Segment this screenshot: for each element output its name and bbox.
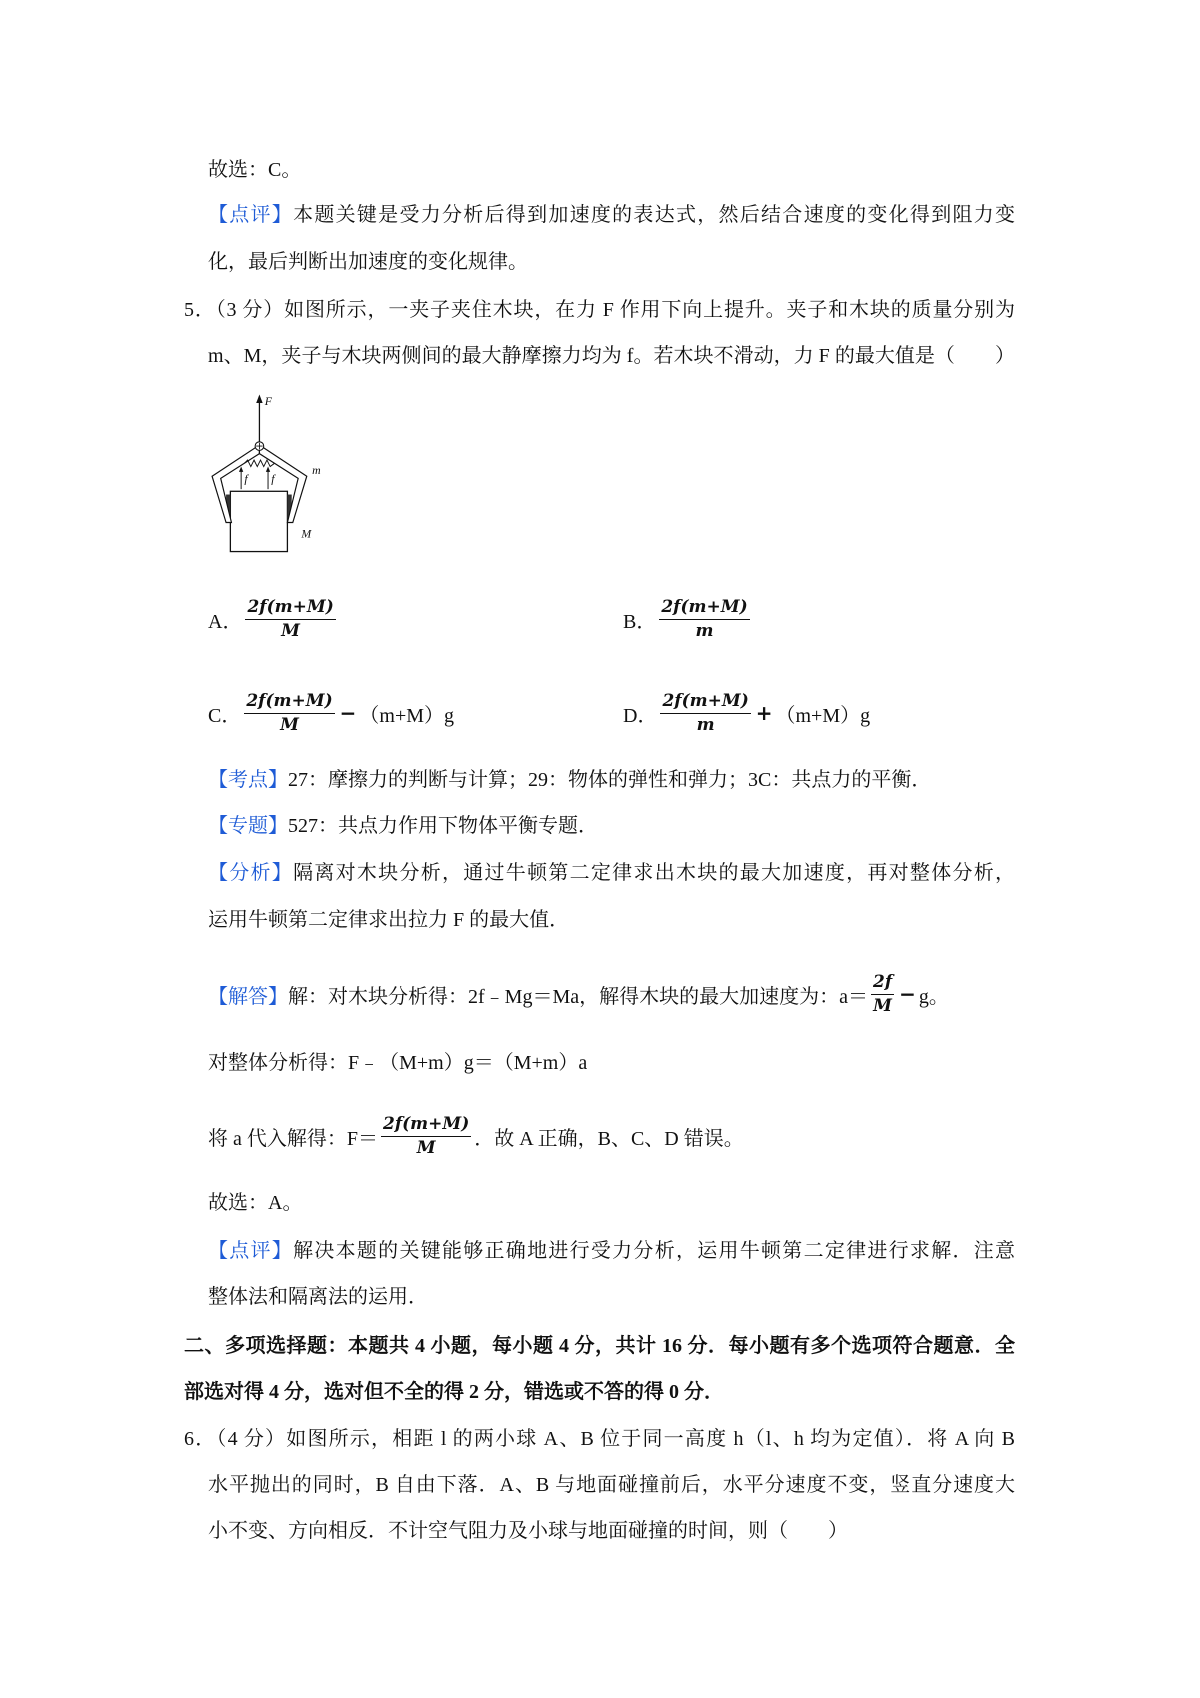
analysis-text: 隔离对木块分析，通过牛顿第二定律求出木块的最大加速度，再对整体分析， [293,862,1016,884]
q5-solution-line-2: 对整体分析得：F﹣（M+m）g＝（M+m）a [208,1052,588,1074]
review-text: 本题关键是受力分析后得到加速度的表达式，然后结合速度的变化得到阻力变 [293,204,1016,226]
solution-operator: − [899,982,916,1006]
option-tail: （m+M）g [359,704,455,727]
solution-fraction [871,972,894,1017]
force-label: F [264,394,273,409]
option-operator: + [755,701,773,725]
option-tail: （m+M）g [775,704,871,727]
solution-tail: ．故 A 正确，B、C、D 错误。 [474,1127,744,1150]
q5-number: 5． [184,299,216,321]
option-fraction [659,597,749,642]
q5-review-line-1 [208,1237,1015,1265]
solution-tag: 【解答】 [208,985,288,1008]
fraction-denominator: M [416,1137,436,1158]
fraction-numerator: 2f [871,972,894,995]
solution-text: 将 a 代入解得：F＝ [208,1127,378,1150]
q5-analysis-line-1 [208,859,1015,887]
solution-tail: g。 [918,985,949,1008]
q6-stem-line-3: 小不变、方向相反．不计空气阻力及小球与地面碰撞的时间，则（ ） [208,1520,848,1542]
option-fraction [660,691,750,736]
q5-solution-line-3 [208,1111,744,1161]
clip-block-figure [211,392,324,554]
special-text: 527：共点力作用下物体平衡专题． [288,815,598,837]
q5-special [208,812,1015,840]
fraction-numerator: 2f(m+M) [245,597,335,620]
option-d [623,688,870,738]
fraction-numerator: 2f(m+M) [659,597,749,620]
friction-label-right: f [271,471,275,486]
block-mass-label: M [301,526,312,541]
q4-answer: 故选：C。 [208,159,302,181]
topic-text: 27：摩擦力的判断与计算；29：物体的弹性和弹力；3C：共点力的平衡． [288,769,932,791]
q5-stem-line-2: m、M，夹子与木块两侧间的最大静摩擦力均为 f。若木块不滑动，力 F 的最大值是（ ） [208,345,1015,367]
special-tag: 【专题】 [208,815,288,837]
q6-number: 6． [184,1428,217,1450]
review-tag: 【点评】 [208,1240,294,1262]
q5-review-line-2: 整体法和隔离法的运用． [208,1286,428,1308]
option-b [623,594,758,644]
q5-stem-line-1 [184,296,1015,324]
option-fraction [245,597,335,642]
q5-analysis-line-2: 运用牛顿第二定律求出拉力 F 的最大值． [208,909,570,931]
solution-fraction [381,1114,471,1159]
q6-stem-line-2: 水平抛出的同时，B 自由下落．A、B 与地面碰撞前后，水平分速度不变，竖直分速度大 [208,1474,1015,1496]
q5-solution-line-1 [208,969,949,1019]
q5-answer: 故选：A。 [208,1192,303,1214]
topic-tag: 【考点】 [208,769,288,791]
option-operator: − [339,701,357,725]
option-letter: B． [623,610,657,633]
friction-arrow-left-head [239,467,243,472]
clip-mass-label: m [312,463,321,478]
fraction-numerator: 2f(m+M) [381,1114,471,1137]
q6-stem-text: （4 分）如图所示，相距 l 的两小球 A、B 位于同一高度 h（l、h 均为定值）．将 A 向 B [216,1428,1016,1450]
review-text: 解决本题的关键能够正确地进行受力分析，运用牛顿第二定律进行求解．注意 [293,1240,1016,1262]
q4-review-line-2: 化，最后判断出加速度的变化规律。 [208,251,528,273]
q4-review-line-1 [208,201,1015,229]
wood-block [230,491,287,551]
option-letter: A． [208,610,243,633]
section-2-title-line-2: 部选对得 4 分，选对但不全的得 2 分，错选或不答的得 0 分． [184,1381,724,1403]
option-fraction [244,691,334,736]
section-2-title-line-1: 二、多项选择题：本题共 4 小题，每小题 4 分，共计 16 分．每小题有多个选项符合题意．全 [184,1335,1015,1357]
fraction-denominator: m [695,620,714,641]
solution-text: 解：对木块分析得：2f﹣Mg＝Ma，解得木块的最大加速度为：a＝ [288,985,868,1008]
fraction-denominator: m [696,714,715,735]
option-letter: D． [623,704,658,727]
review-tag: 【点评】 [208,204,294,226]
fraction-denominator: M [280,714,299,735]
fraction-numerator: 2f(m+M) [244,691,334,714]
friction-label-left: f [244,471,248,486]
option-letter: C． [208,704,242,727]
option-c [208,688,454,738]
option-a [208,594,344,644]
analysis-tag: 【分析】 [208,862,294,884]
fraction-numerator: 2f(m+M) [660,691,750,714]
fraction-denominator: M [281,620,300,641]
fraction-denominator: M [873,995,892,1016]
q5-stem-text: （3 分）如图所示，一夹子夹住木块，在力 F 作用下向上提升。夹子和木块的质量分别为 [215,299,1015,321]
friction-arrow-right-head [266,467,270,472]
force-arrow-head [256,394,262,403]
q5-topic [208,766,1015,794]
q6-stem-line-1 [184,1425,1015,1453]
